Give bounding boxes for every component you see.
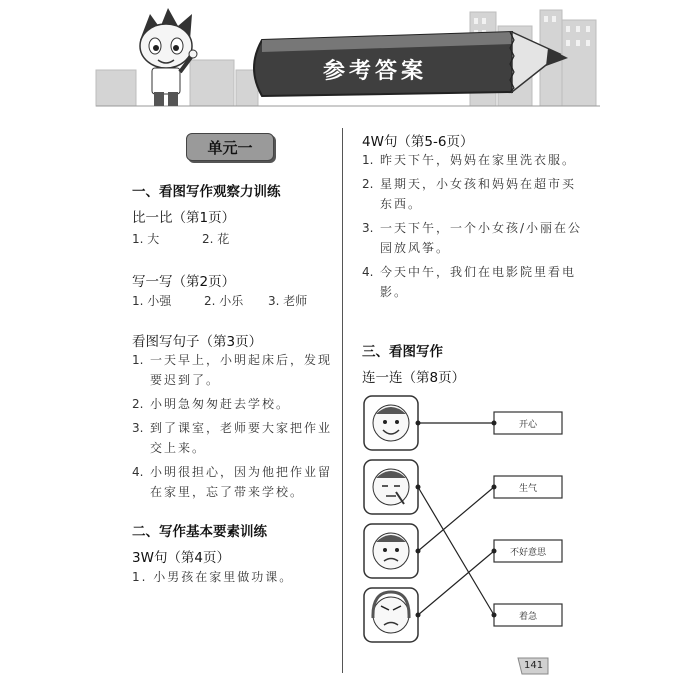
list-item: 2. 星期天，小女孩和妈妈在超市买东西。 bbox=[362, 177, 577, 211]
p4-answer: 1. 小男孩在家里做功课。 bbox=[132, 570, 294, 584]
list-item: 2. 小明急匆匆赶去学校。 bbox=[132, 397, 291, 411]
section2-title: 二、写作基本要素训练 bbox=[132, 524, 267, 540]
section1-title: 一、看图写作观察力训练 bbox=[132, 184, 281, 200]
face-worried-icon bbox=[364, 524, 418, 578]
page-title: 参考答案 bbox=[322, 59, 427, 84]
p5-answer-list bbox=[362, 150, 584, 306]
face-shy-icon bbox=[364, 460, 418, 514]
column-divider bbox=[342, 128, 343, 673]
p2-title: 写一写（第2页） bbox=[132, 274, 236, 290]
emotion-label-anxious: 着急 bbox=[518, 612, 537, 622]
p3-title: 看图写句子（第3页） bbox=[132, 334, 263, 350]
p2-answer-1: 1. 小强 bbox=[132, 294, 172, 308]
p2-answer-2: 2. 小乐 bbox=[204, 294, 244, 308]
emotion-label-angry: 生气 bbox=[518, 484, 537, 494]
matching-lines bbox=[418, 423, 494, 615]
p3-answer-list bbox=[132, 350, 342, 506]
p1-answer-2: 2. 花 bbox=[202, 232, 230, 246]
page-number: 141 bbox=[524, 660, 544, 671]
list-item: 4. 小明很担心，因为他把作业留在家里，忘了带来学校。 bbox=[132, 465, 333, 499]
p2-answer-3: 3. 老师 bbox=[268, 294, 308, 308]
list-item: 1. 昨天下午，妈妈在家里洗衣服。 bbox=[362, 153, 577, 167]
list-item: 4. 今天中午，我们在电影院里看电影。 bbox=[362, 265, 577, 299]
emotion-label-embarrassed: 不好意思 bbox=[509, 548, 546, 558]
section3-title: 三、看图写作 bbox=[362, 344, 443, 360]
unit-title: 单元一 bbox=[186, 133, 274, 161]
p1-answer-1: 1. 大 bbox=[132, 232, 160, 246]
emotion-label-happy: 开心 bbox=[518, 420, 537, 430]
list-item: 1. 一天早上，小明起床后，发现要迟到了。 bbox=[132, 353, 333, 387]
p4-title: 3W句（第4页） bbox=[132, 550, 231, 566]
p8-title: 连一连（第8页） bbox=[362, 370, 466, 386]
list-item: 3. 到了课室，老师要大家把作业交上来。 bbox=[132, 421, 333, 455]
face-happy-icon bbox=[364, 396, 418, 450]
face-angry-icon bbox=[364, 588, 418, 642]
p1-title: 比一比（第1页） bbox=[132, 210, 236, 226]
list-item: 3. 一天下午，一个小女孩/小丽在公园放风筝。 bbox=[362, 221, 583, 255]
p5-title: 4W句（第5-6页） bbox=[362, 134, 474, 150]
cartoon-boy-illustration bbox=[140, 8, 197, 106]
